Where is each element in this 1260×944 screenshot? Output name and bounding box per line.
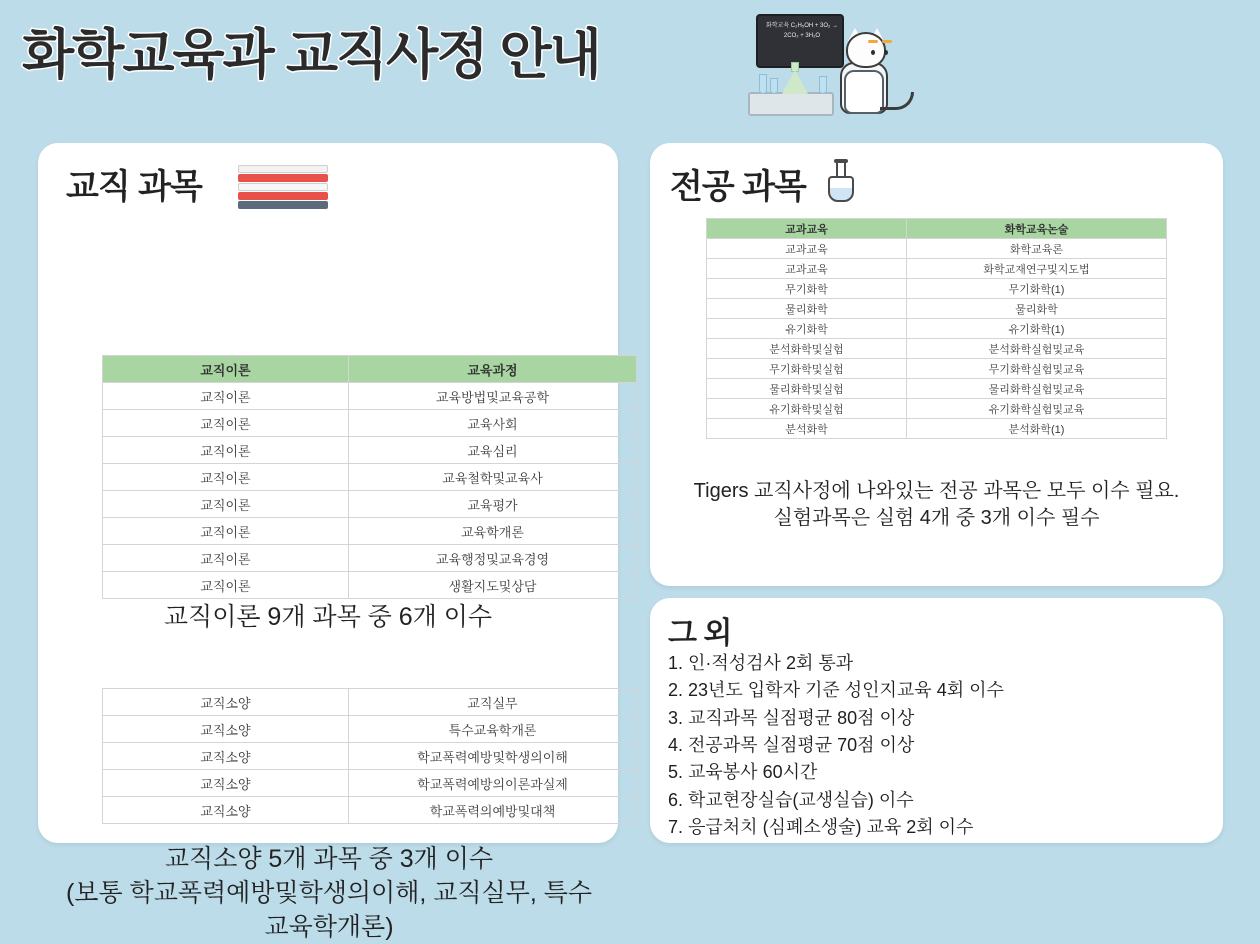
table-row (103, 545, 637, 572)
other-requirements-list (668, 650, 1208, 842)
table-header-row (707, 219, 1167, 239)
table-cell: 교육방법및교육공학 (349, 383, 637, 410)
cat-eye-left-icon (871, 50, 875, 55)
table-cell: 교직이론 (103, 464, 349, 491)
table-row (707, 379, 1167, 399)
table-cell: 분석화학및실험 (707, 339, 907, 359)
table-row (707, 319, 1167, 339)
table-cell: 무기화학및실험 (707, 359, 907, 379)
major-subjects-note: Tigers 교직사정에 나와있는 전공 과목은 모두 이수 필요. 실험과목은 실험 4개 중 3개 이수 필수 (693, 480, 1180, 529)
table-cell: 무기화학 (707, 279, 907, 299)
list-item: 6. 학교현장실습(교생실습) 이수 (668, 789, 914, 810)
table-cell: 화학교육론 (907, 239, 1167, 259)
table-header-row (103, 356, 637, 383)
table-cell: 특수교육학개론 (349, 716, 637, 743)
chemistry-teacher-cat-icon (726, 14, 901, 119)
table-row (103, 464, 637, 491)
table-cell: 교직이론 (103, 545, 349, 572)
table-cell: 학교폭력의예방및대책 (349, 797, 637, 824)
table-row (707, 299, 1167, 319)
table-row (103, 491, 637, 518)
table-row (707, 279, 1167, 299)
table-row (103, 383, 637, 410)
teaching-literacy-table (102, 688, 637, 824)
table-cell: 분석화학실험및교육 (907, 339, 1167, 359)
teaching-subjects-card (38, 143, 618, 941)
test-tube-icon (759, 74, 767, 94)
major-subjects-card (650, 143, 1223, 586)
table-cell: 교육사회 (349, 410, 637, 437)
table-cell: 분석화학(1) (907, 419, 1167, 439)
table-cell: 학교폭력예방및학생의이해 (349, 743, 637, 770)
column-header: 교과교육 (707, 219, 907, 239)
table-cell: 무기화학(1) (907, 279, 1167, 299)
table-cell: 물리화학 (907, 299, 1167, 319)
major-card-title: 전공 과목 (670, 168, 806, 206)
test-tube-icon (770, 78, 778, 94)
table-cell: 교직이론 (103, 383, 349, 410)
table-cell: 교직소양 (103, 716, 349, 743)
table-cell: 교직이론 (103, 518, 349, 545)
table-cell: 유기화학실험및교육 (907, 399, 1167, 419)
table-row (103, 797, 637, 824)
table-cell: 학교폭력예방의이론과실제 (349, 770, 637, 797)
cat-eye-right-icon (884, 50, 888, 55)
column-header: 교직이론 (103, 356, 349, 383)
table-cell: 교직실무 (349, 689, 637, 716)
table-cell: 물리화학 (707, 299, 907, 319)
teaching-literacy-table-body (103, 689, 637, 824)
table-cell: 생활지도및상담 (349, 572, 637, 599)
list-item: 3. 교직과목 실점평균 80점 이상 (668, 707, 915, 728)
table-cell: 교육심리 (349, 437, 637, 464)
table-row (103, 518, 637, 545)
cat-stripe-icon (868, 40, 878, 43)
erlenmeyer-flask-icon (782, 70, 808, 94)
table-cell: 유기화학(1) (907, 319, 1167, 339)
teaching-theory-note: 교직이론 9개 과목 중 6개 이수 (163, 603, 493, 631)
table-row (707, 239, 1167, 259)
blackboard-icon (756, 14, 844, 68)
lab-table-icon (748, 92, 834, 116)
flask-icon (823, 159, 859, 205)
list-item: 4. 전공과목 실점평균 70점 이상 (668, 735, 915, 756)
cat-head-icon (846, 32, 886, 68)
table-cell: 교직소양 (103, 689, 349, 716)
other-requirements-card (650, 598, 1223, 843)
table-cell: 교직이론 (103, 410, 349, 437)
table-row (707, 419, 1167, 439)
table-cell: 교육행정및교육경영 (349, 545, 637, 572)
table-row (103, 770, 637, 797)
column-header: 화학교육논술 (907, 219, 1167, 239)
table-cell: 교직소양 (103, 797, 349, 824)
table-cell: 교직이론 (103, 491, 349, 518)
list-item: 1. 인·적성검사 2회 통과 (668, 653, 854, 673)
table-row (707, 399, 1167, 419)
table-cell: 유기화학및실험 (707, 399, 907, 419)
table-cell: 교육철학및교육사 (349, 464, 637, 491)
cat-mascot-icon (834, 32, 898, 118)
table-cell: 무기화학실험및교육 (907, 359, 1167, 379)
cat-stripe-icon (882, 40, 892, 43)
table-cell: 교직소양 (103, 743, 349, 770)
major-subjects-table-body (707, 239, 1167, 439)
cat-tail-icon (880, 92, 914, 110)
table-row (103, 716, 637, 743)
books-icon (238, 165, 328, 205)
table-cell: 교육학개론 (349, 518, 637, 545)
table-row (707, 359, 1167, 379)
teaching-card-title: 교직 과목 (66, 168, 202, 206)
page-title: 화학교육과 교직사정 안내 (22, 25, 600, 85)
test-tube-icon (819, 76, 827, 94)
lab-coat-icon (844, 70, 884, 114)
teaching-literacy-note: 교직소양 5개 과목 중 3개 이수 (보통 학교폭력예방및학생의이해, 교직실무, 특수교육학개론) (65, 845, 593, 941)
column-header: 교육과정 (349, 356, 637, 383)
blackboard-text: 화학교육 C₂H₅OH + 3O₂ → 2CO₂ + 3H₂O (765, 23, 839, 39)
table-cell: 교직이론 (103, 572, 349, 599)
table-cell: 분석화학 (707, 419, 907, 439)
list-item: 2. 23년도 입학자 기준 성인지교육 4회 이수 (668, 680, 1004, 701)
table-row (103, 743, 637, 770)
table-cell: 물리화학실험및교육 (907, 379, 1167, 399)
other-card-title: 그 외 (668, 617, 732, 650)
table-cell: 유기화학 (707, 319, 907, 339)
table-cell: 교직소양 (103, 770, 349, 797)
list-item: 5. 교육봉사 60시간 (668, 762, 818, 783)
teaching-theory-table-body (103, 383, 637, 599)
table-cell: 교과교육 (707, 259, 907, 279)
list-item: 7. 응급처치 (심폐소생술) 교육 2회 이수 (668, 817, 974, 838)
major-subjects-table (706, 218, 1167, 439)
table-cell: 화학교재연구및지도법 (907, 259, 1167, 279)
table-row (103, 410, 637, 437)
table-row (103, 689, 637, 716)
table-cell: 교직이론 (103, 437, 349, 464)
table-row (707, 259, 1167, 279)
table-row (103, 437, 637, 464)
page-header (0, 0, 1260, 130)
table-cell: 물리화학및실험 (707, 379, 907, 399)
table-row (103, 572, 637, 599)
table-cell: 교과교육 (707, 239, 907, 259)
teaching-theory-table (102, 355, 637, 599)
table-cell: 교육평가 (349, 491, 637, 518)
table-row (707, 339, 1167, 359)
